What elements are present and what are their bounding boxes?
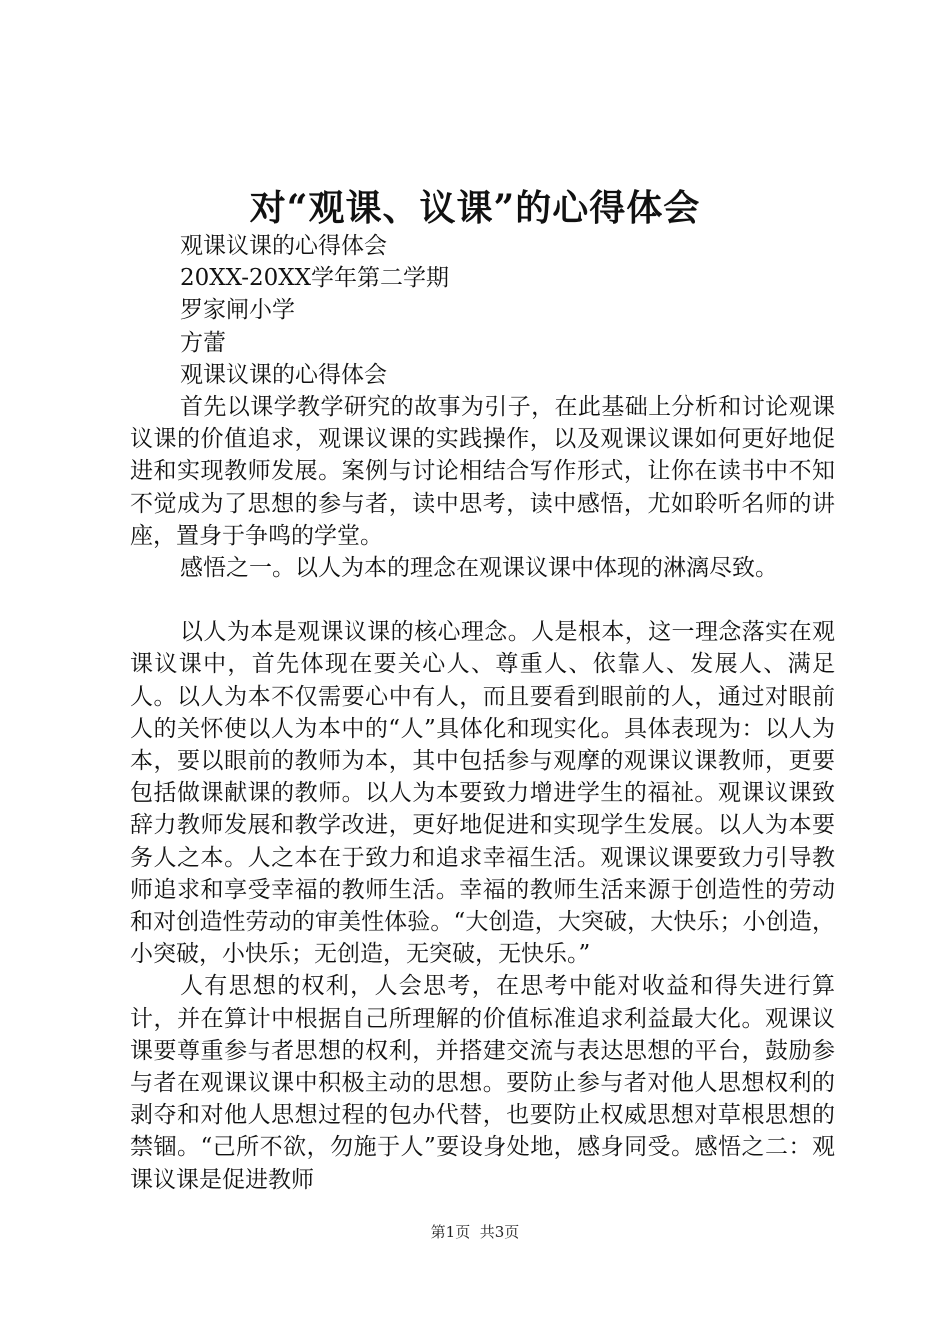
- blank-line: [130, 584, 835, 616]
- paragraph-insight-one: 感悟之一。以人为本的理念在观课议课中体现的淋漓尽致。: [180, 555, 778, 582]
- page-number: 第1页: [430, 1223, 471, 1241]
- header-line-semester: 20XX-20XX学年第二学期: [180, 265, 449, 292]
- document-body: [130, 230, 835, 1196]
- paragraph-intro: 首先以课学教学研究的故事为引子，在此基础上分析和讨论观课议课的价值追求，观课议课的实践操作，以及观课议课如何更好地促进和实现教师发展。案例与讨论相结合写作形式，让你在读书中不知不觉成为了思想的参与者，读中思考，读中感悟，尤如聆听名师的讲座，置身于争鸣的学堂。: [130, 394, 835, 549]
- paragraph-people-oriented: 以人为本是观课议课的核心理念。人是根本，这一理念落实在观课议课中，首先体现在要关心人、尊重人、依靠人、发展人、满足人。以人为本不仅需要心中有人，而且要看到眼前的人，通过对眼前人的关怀使以人为本中的“人”具体化和现实化。具体表现为：以人为本，要以眼前的教师为本，其中包括参与观摩的观课议课教师，更要包括做课献课的教师。以人为本要致力增进学生的福祉。观课议课致辞力教师发展和教学改进，更好地促进和实现学生发展。以人为本要务人之本。人之本在于致力和追求幸福生活。观课议课要致力引导教师追求和享受幸福的教师生活。幸福的教师生活来源于创造性的劳动和对创造性劳动的审美性体验。“大创造，大突破，大快乐；小创造，小突破，小快乐；无创造，无突破，无快乐。”: [130, 619, 835, 968]
- header-line-school: 罗家闸小学: [180, 297, 295, 324]
- header-line-author: 方蕾: [180, 329, 226, 356]
- header-line-subtitle: 观课议课的心得体会: [180, 233, 387, 259]
- header-line-heading: 观课议课的心得体会: [180, 361, 387, 388]
- page-total: 共3页: [479, 1223, 520, 1241]
- document-title: 对“观课、议课”的心得体会: [249, 187, 701, 229]
- paragraph-right-to-think: 人有思想的权利，人会思考，在思考中能对收益和得失进行算计，并在算计中根据自己所理解的价值标准追求利益最大化。观课议课要尊重参与者思想的权利，并搭建交流与表达思想的平台，鼓励参与者在观课议课中积极主动的思想。要防止参与者对他人思想权利的剥夺和对他人思想过程的包办代替，也要防止权威思想对草根思想的禁锢。“己所不欲，勿施于人”要设身处地，感身同受。感悟之二：观课议课是促进教师: [130, 973, 835, 1193]
- page-footer: [0, 1222, 950, 1242]
